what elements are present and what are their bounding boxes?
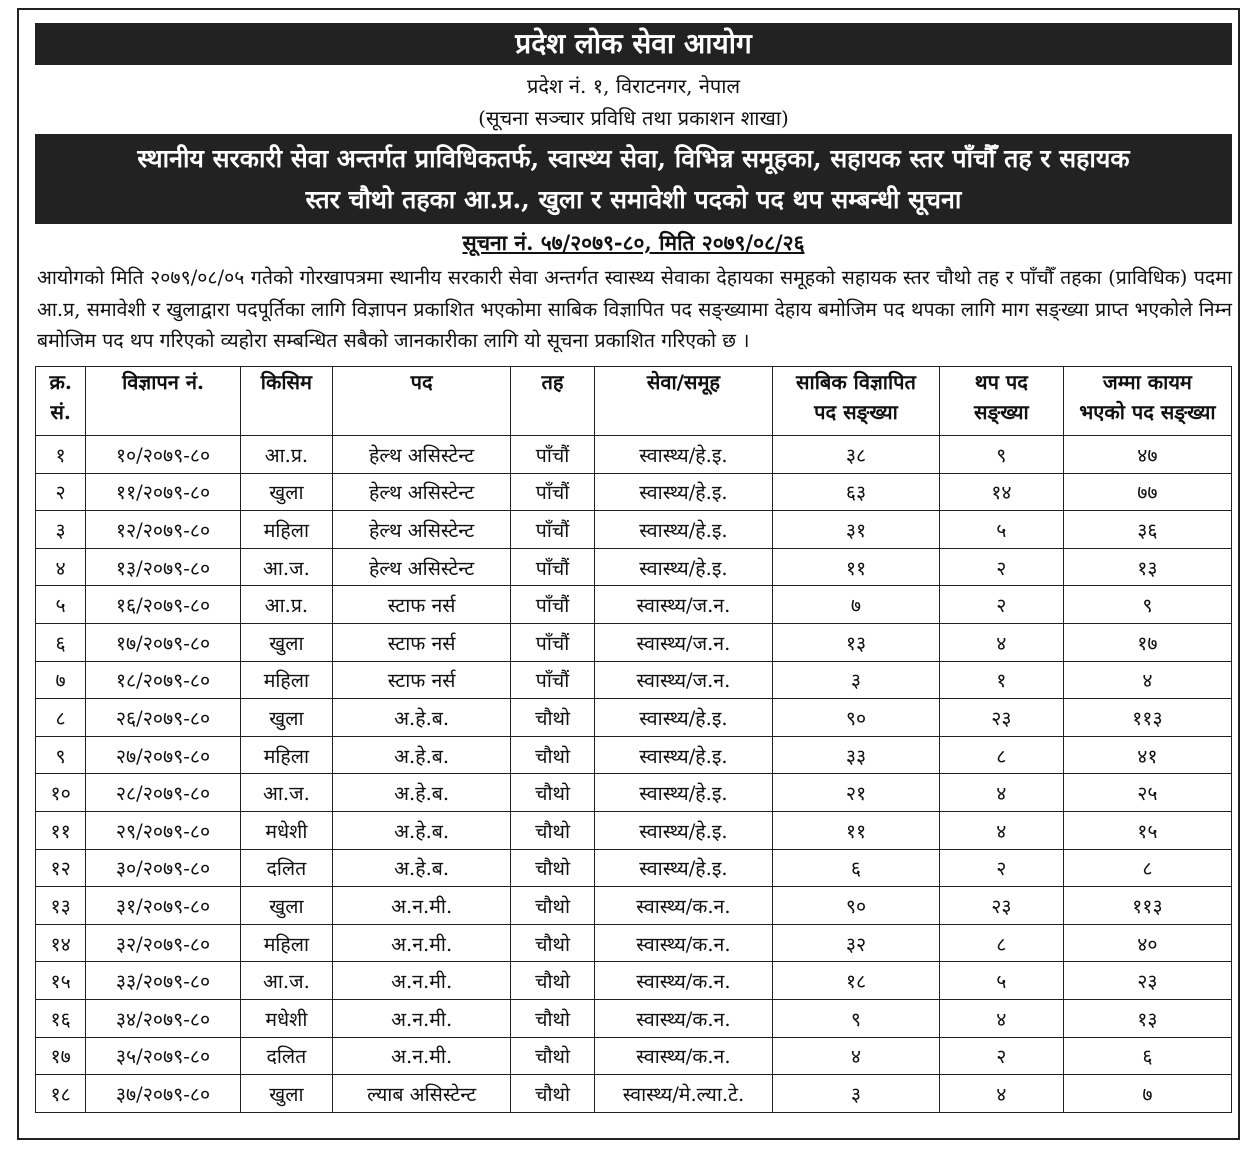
cell-previous-count: ३३: [773, 736, 940, 774]
header-type: किसिम: [240, 367, 332, 436]
cell-serial: १२: [36, 849, 86, 887]
cell-post: स्टाफ नर्स: [332, 661, 510, 699]
cell-type: महिला: [240, 661, 332, 699]
cell-post: अ.न.मी.: [332, 1037, 510, 1075]
commission-address: प्रदेश नं. १, विराटनगर, नेपाल: [526, 74, 741, 98]
cell-level: चौथो: [511, 887, 595, 925]
cell-ad-number: ११/२०७९-८०: [86, 473, 241, 511]
cell-service-group: स्वास्थ्य/क.न.: [594, 1037, 772, 1075]
cell-total-count: १३: [1063, 999, 1231, 1037]
cell-post: स्टाफ नर्स: [332, 623, 510, 661]
notice-number-text: सूचना नं. ५७/२०७९-८०, मिति २०७९/०८/२६: [462, 230, 805, 255]
cell-total-count: ७: [1063, 1075, 1231, 1113]
cell-added-count: ४: [939, 999, 1063, 1037]
cell-total-count: २३: [1063, 962, 1231, 1000]
header-post: पद: [332, 367, 510, 436]
cell-type: आ.ज.: [240, 774, 332, 812]
cell-added-count: ८: [939, 736, 1063, 774]
table-row: [36, 699, 1232, 737]
cell-added-count: २: [939, 1037, 1063, 1075]
cell-post: स्टाफ नर्स: [332, 586, 510, 624]
cell-ad-number: १२/२०७९-८०: [86, 511, 241, 549]
header-total-count: जम्मा कायम भएको पद सङ्ख्या: [1063, 367, 1231, 436]
cell-level: पाँचौं: [511, 473, 595, 511]
cell-added-count: १४: [939, 473, 1063, 511]
table-row: [36, 999, 1232, 1037]
cell-serial: ५: [36, 586, 86, 624]
cell-added-count: २: [939, 586, 1063, 624]
cell-added-count: २: [939, 548, 1063, 586]
notice-title: [35, 134, 1232, 224]
table-row: [36, 736, 1232, 774]
cell-post: अ.हे.ब.: [332, 811, 510, 849]
header-level: तह: [511, 367, 595, 436]
cell-ad-number: २८/२०७९-८०: [86, 774, 241, 812]
cell-serial: ४: [36, 548, 86, 586]
cell-ad-number: २६/२०७९-८०: [86, 699, 241, 737]
cell-added-count: २३: [939, 887, 1063, 925]
table-row: [36, 623, 1232, 661]
notice-body: आयोगको मिति २०७९/०८/०५ गतेको गोरखापत्रमा स्थानीय सरकारी सेवा अन्तर्गत स्वास्थ्य सेवाका देहायका समूहको सहायक स्तर चौथो तह र पाँचौँ तहका (प्राविधिक) पदमा आ.प्र, समावेशी र खुलाद्वारा पदपूर्तिका लागि विज्ञापन प्रकाशित भएकोमा साबिक विज्ञापित पद सङ्ख्यामा देहाय बमोजिम पद थपका लागि माग सङ्ख्या प्राप्त भएकोले निम्न बमोजिम पद थप गरिएको व्यहोरा सम्बन्धित सबैको जानकारीका लागि यो सूचना प्रकाशित गरिएको छ ।: [37, 266, 1232, 352]
cell-level: चौथो: [511, 811, 595, 849]
cell-post: अ.हे.ब.: [332, 736, 510, 774]
cell-serial: ६: [36, 623, 86, 661]
cell-post: अ.न.मी.: [332, 887, 510, 925]
cell-added-count: १: [939, 661, 1063, 699]
cell-serial: ९: [36, 736, 86, 774]
cell-total-count: ३६: [1063, 511, 1231, 549]
cell-service-group: स्वास्थ्य/हे.इ.: [594, 774, 772, 812]
cell-level: चौथो: [511, 736, 595, 774]
cell-type: खुला: [240, 887, 332, 925]
cell-type: मधेशी: [240, 999, 332, 1037]
cell-service-group: स्वास्थ्य/हे.इ.: [594, 548, 772, 586]
header-previous-count: साबिक विज्ञापित पद सङ्ख्या: [773, 367, 940, 436]
cell-level: पाँचौं: [511, 511, 595, 549]
cell-type: महिला: [240, 736, 332, 774]
cell-post: अ.हे.ब.: [332, 699, 510, 737]
cell-post: हेल्थ असिस्टेन्ट: [332, 511, 510, 549]
table-row: [36, 849, 1232, 887]
cell-previous-count: ११: [773, 811, 940, 849]
cell-serial: १०: [36, 774, 86, 812]
cell-added-count: २३: [939, 699, 1063, 737]
cell-service-group: स्वास्थ्य/ज.न.: [594, 623, 772, 661]
cell-serial: १७: [36, 1037, 86, 1075]
cell-level: पाँचौं: [511, 436, 595, 474]
cell-previous-count: ९०: [773, 887, 940, 925]
cell-service-group: स्वास्थ्य/हे.इ.: [594, 849, 772, 887]
header-serial: क्र. सं.: [36, 367, 86, 436]
cell-ad-number: ३२/२०७९-८०: [86, 924, 241, 962]
cell-post: ल्याब असिस्टेन्ट: [332, 1075, 510, 1113]
cell-level: पाँचौं: [511, 586, 595, 624]
cell-post: हेल्थ असिस्टेन्ट: [332, 548, 510, 586]
cell-previous-count: ११: [773, 548, 940, 586]
cell-total-count: ४७: [1063, 436, 1231, 474]
branch-name: (सूचना सञ्चार प्रविधि तथा प्रकाशन शाखा): [478, 106, 789, 130]
cell-added-count: ४: [939, 774, 1063, 812]
cell-type: आ.प्र.: [240, 586, 332, 624]
table-row: [36, 1037, 1232, 1075]
cell-serial: ७: [36, 661, 86, 699]
cell-service-group: स्वास्थ्य/हे.इ.: [594, 811, 772, 849]
cell-type: महिला: [240, 924, 332, 962]
cell-level: चौथो: [511, 999, 595, 1037]
cell-service-group: स्वास्थ्य/ज.न.: [594, 586, 772, 624]
table-row: [36, 774, 1232, 812]
cell-serial: १: [36, 436, 86, 474]
cell-type: खुला: [240, 699, 332, 737]
table-row: [36, 924, 1232, 962]
cell-added-count: २: [939, 849, 1063, 887]
cell-ad-number: २७/२०७९-८०: [86, 736, 241, 774]
table-row: [36, 811, 1232, 849]
cell-level: चौथो: [511, 1075, 595, 1113]
cell-ad-number: १७/२०७९-८०: [86, 623, 241, 661]
cell-total-count: ८: [1063, 849, 1231, 887]
cell-total-count: ९: [1063, 586, 1231, 624]
cell-type: दलित: [240, 849, 332, 887]
table-row: [36, 473, 1232, 511]
cell-service-group: स्वास्थ्य/मे.ल्या.टे.: [594, 1075, 772, 1113]
cell-ad-number: १०/२०७९-८०: [86, 436, 241, 474]
table-header-row: [36, 367, 1232, 436]
table-row: [36, 548, 1232, 586]
cell-added-count: ४: [939, 1075, 1063, 1113]
cell-ad-number: ३७/२०७९-८०: [86, 1075, 241, 1113]
cell-service-group: स्वास्थ्य/हे.इ.: [594, 699, 772, 737]
cell-type: मधेशी: [240, 811, 332, 849]
cell-service-group: स्वास्थ्य/ज.न.: [594, 661, 772, 699]
cell-level: चौथो: [511, 849, 595, 887]
cell-serial: १३: [36, 887, 86, 925]
table-row: [36, 962, 1232, 1000]
cell-added-count: ८: [939, 924, 1063, 962]
posts-table: [35, 366, 1232, 1113]
table-row: [36, 586, 1232, 624]
table-row: [36, 1075, 1232, 1113]
table-row: [36, 436, 1232, 474]
cell-previous-count: ७: [773, 586, 940, 624]
table-row: [36, 511, 1232, 549]
cell-previous-count: ३२: [773, 924, 940, 962]
cell-previous-count: ३१: [773, 511, 940, 549]
cell-post: अ.हे.ब.: [332, 774, 510, 812]
cell-total-count: ७७: [1063, 473, 1231, 511]
cell-previous-count: ९०: [773, 699, 940, 737]
cell-type: आ.ज.: [240, 548, 332, 586]
cell-level: पाँचौं: [511, 548, 595, 586]
cell-serial: १४: [36, 924, 86, 962]
cell-post: अ.न.मी.: [332, 999, 510, 1037]
cell-ad-number: २९/२०७९-८०: [86, 811, 241, 849]
cell-ad-number: ३३/२०७९-८०: [86, 962, 241, 1000]
cell-post: हेल्थ असिस्टेन्ट: [332, 473, 510, 511]
cell-ad-number: १३/२०७९-८०: [86, 548, 241, 586]
cell-level: चौथो: [511, 774, 595, 812]
cell-total-count: १३: [1063, 548, 1231, 586]
cell-service-group: स्वास्थ्य/हे.इ.: [594, 511, 772, 549]
cell-total-count: ४१: [1063, 736, 1231, 774]
cell-total-count: ४: [1063, 661, 1231, 699]
cell-added-count: ५: [939, 511, 1063, 549]
cell-post: हेल्थ असिस्टेन्ट: [332, 436, 510, 474]
cell-service-group: स्वास्थ्य/क.न.: [594, 999, 772, 1037]
cell-total-count: ४०: [1063, 924, 1231, 962]
cell-service-group: स्वास्थ्य/हे.इ.: [594, 736, 772, 774]
cell-level: चौथो: [511, 924, 595, 962]
header-added-count: थप पद सङ्ख्या: [939, 367, 1063, 436]
cell-level: पाँचौं: [511, 623, 595, 661]
cell-previous-count: १८: [773, 962, 940, 1000]
cell-total-count: ११३: [1063, 699, 1231, 737]
cell-previous-count: ६: [773, 849, 940, 887]
cell-previous-count: ३८: [773, 436, 940, 474]
cell-type: खुला: [240, 1075, 332, 1113]
cell-total-count: १५: [1063, 811, 1231, 849]
cell-type: आ.प्र.: [240, 436, 332, 474]
cell-post: अ.न.मी.: [332, 924, 510, 962]
cell-level: चौथो: [511, 962, 595, 1000]
cell-serial: ८: [36, 699, 86, 737]
cell-post: अ.न.मी.: [332, 962, 510, 1000]
cell-ad-number: ३०/२०७९-८०: [86, 849, 241, 887]
cell-ad-number: १६/२०७९-८०: [86, 586, 241, 624]
cell-added-count: ४: [939, 811, 1063, 849]
notice-title-line1: स्थानीय सरकारी सेवा अन्तर्गत प्राविधिकतर्फ, स्वास्थ्य सेवा, विभिन्न समूहका, सहायक स्तर पाँचौँ तह र सहायक: [137, 144, 1130, 173]
cell-type: खुला: [240, 623, 332, 661]
cell-type: आ.ज.: [240, 962, 332, 1000]
cell-added-count: ९: [939, 436, 1063, 474]
cell-serial: ३: [36, 511, 86, 549]
cell-serial: १८: [36, 1075, 86, 1113]
cell-service-group: स्वास्थ्य/क.न.: [594, 887, 772, 925]
cell-service-group: स्वास्थ्य/हे.इ.: [594, 436, 772, 474]
cell-serial: १५: [36, 962, 86, 1000]
notice-title-line2: स्तर चौथो तहका आ.प्र., खुला र समावेशी पदको पद थप सम्बन्धी सूचना: [305, 185, 962, 214]
cell-service-group: स्वास्थ्य/क.न.: [594, 924, 772, 962]
cell-total-count: ११३: [1063, 887, 1231, 925]
cell-added-count: ४: [939, 623, 1063, 661]
cell-level: चौथो: [511, 699, 595, 737]
cell-serial: ११: [36, 811, 86, 849]
cell-service-group: स्वास्थ्य/हे.इ.: [594, 473, 772, 511]
notice-number: [35, 229, 1232, 257]
commission-name: प्रदेश लोक सेवा आयोग: [35, 23, 1232, 65]
cell-previous-count: ९: [773, 999, 940, 1037]
cell-post: अ.हे.ब.: [332, 849, 510, 887]
cell-previous-count: ४: [773, 1037, 940, 1075]
cell-previous-count: ३: [773, 661, 940, 699]
cell-service-group: स्वास्थ्य/क.न.: [594, 962, 772, 1000]
table-row: [36, 661, 1232, 699]
cell-total-count: ६: [1063, 1037, 1231, 1075]
cell-level: पाँचौं: [511, 661, 595, 699]
cell-previous-count: १३: [773, 623, 940, 661]
cell-previous-count: ३: [773, 1075, 940, 1113]
cell-type: महिला: [240, 511, 332, 549]
cell-previous-count: ६३: [773, 473, 940, 511]
cell-ad-number: ३१/२०७९-८०: [86, 887, 241, 925]
header-ad-number: विज्ञापन नं.: [86, 367, 241, 436]
cell-total-count: २५: [1063, 774, 1231, 812]
cell-ad-number: १८/२०७९-८०: [86, 661, 241, 699]
cell-ad-number: ३५/२०७९-८०: [86, 1037, 241, 1075]
header-service-group: सेवा/समूह: [594, 367, 772, 436]
cell-added-count: ५: [939, 962, 1063, 1000]
cell-total-count: १७: [1063, 623, 1231, 661]
cell-type: खुला: [240, 473, 332, 511]
cell-level: चौथो: [511, 1037, 595, 1075]
cell-ad-number: ३४/२०७९-८०: [86, 999, 241, 1037]
cell-serial: १६: [36, 999, 86, 1037]
cell-type: दलित: [240, 1037, 332, 1075]
cell-serial: २: [36, 473, 86, 511]
table-row: [36, 887, 1232, 925]
cell-previous-count: २१: [773, 774, 940, 812]
